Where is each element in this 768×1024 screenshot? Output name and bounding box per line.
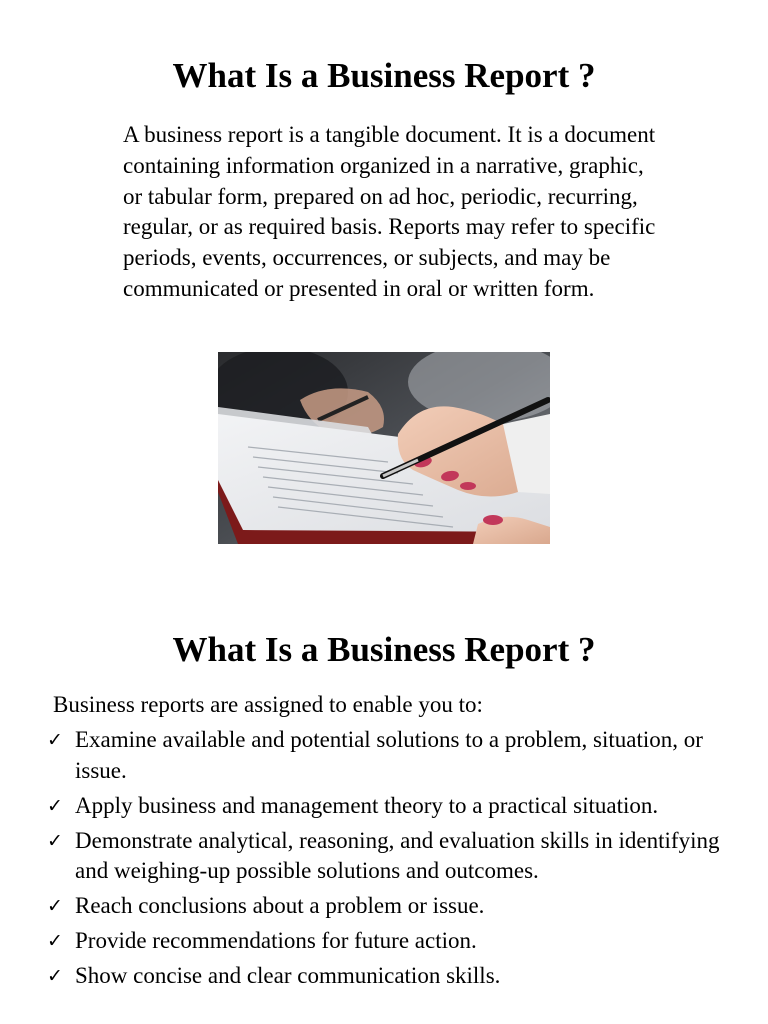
list-item xyxy=(0,961,735,992)
list-item-text: Show concise and clear communication skills. xyxy=(75,963,501,988)
checklist xyxy=(0,725,768,996)
list-item-text: Demonstrate analytical, reasoning, and evaluation skills in identifying and weighing-up possible solutions and outcomes. xyxy=(75,827,720,883)
list-item xyxy=(0,826,735,887)
check-mark-icon: ✓ xyxy=(47,829,63,852)
list-item xyxy=(0,791,735,822)
hand-writing-photo xyxy=(218,352,550,544)
check-mark-icon: ✓ xyxy=(47,965,63,987)
list-item-text: Apply business and management theory to a practical situation. xyxy=(75,792,659,818)
slide-2-intro: Business reports are assigned to enable you to: xyxy=(53,692,483,717)
list-item xyxy=(0,891,735,922)
slide-2-title: What Is a Business Report ? xyxy=(172,630,596,669)
list-item xyxy=(0,926,735,957)
check-mark-icon: ✓ xyxy=(47,930,63,952)
list-item-text: Examine available and potential solutions to a problem, situation, or issue. xyxy=(75,727,703,783)
slide-1-title: What Is a Business Report ? xyxy=(172,56,596,95)
list-item-text: Reach conclusions about a problem or issue. xyxy=(75,893,485,918)
slide-2 xyxy=(0,580,768,1024)
check-mark-icon: ✓ xyxy=(47,794,63,817)
check-mark-icon: ✓ xyxy=(47,895,63,917)
check-mark-icon: ✓ xyxy=(47,729,63,751)
slide-1-body: A business report is a tangible document. It is a document containing information organized in a narrative, graphic, or tabular form, prepared on ad hoc, periodic, recurring, regular, or as required basis. Reports may refer to specific periods, events, occurrences, or subjects, and may be communicated or presented in oral or written form. xyxy=(123,122,656,301)
list-item xyxy=(0,725,735,786)
list-item-text: Provide recommendations for future action. xyxy=(75,928,477,953)
